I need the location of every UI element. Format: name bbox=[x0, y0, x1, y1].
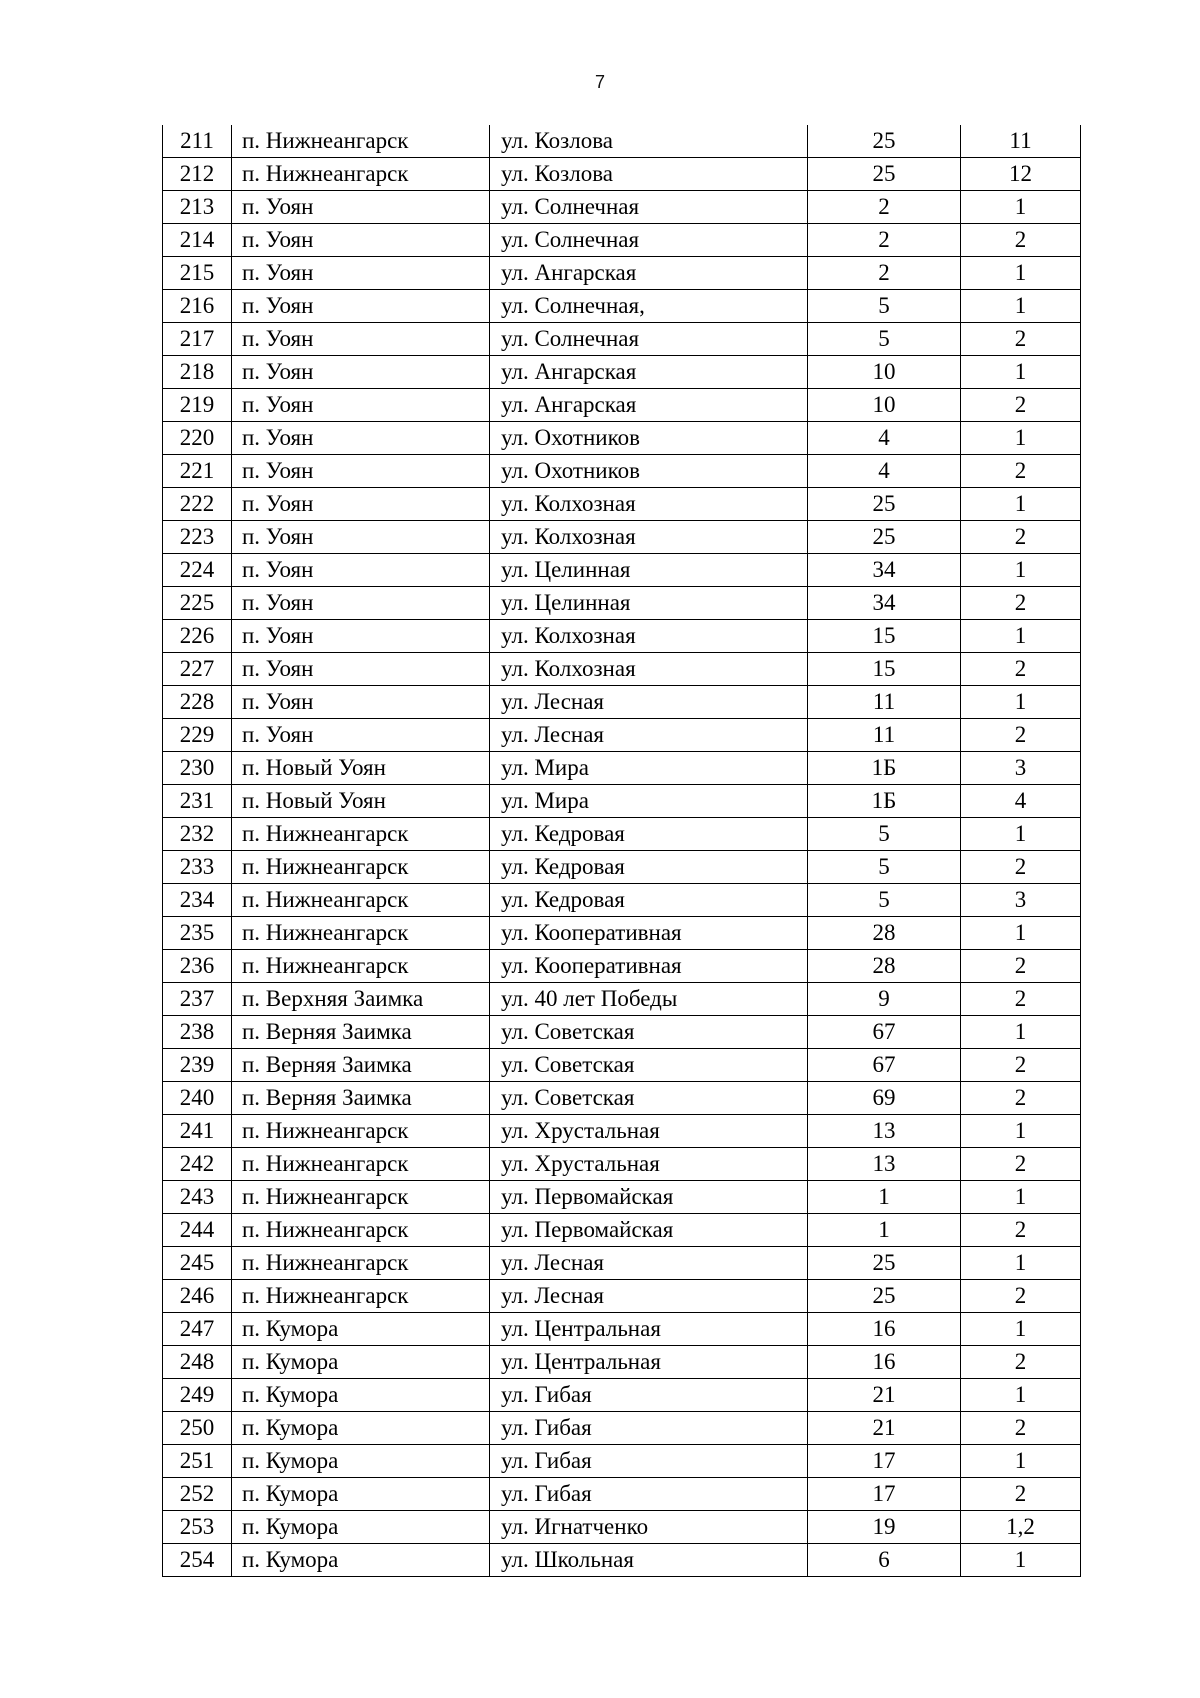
apartment-number-cell: 2 bbox=[961, 851, 1081, 884]
house-number-cell: 34 bbox=[808, 554, 961, 587]
table-row bbox=[163, 1049, 1081, 1082]
row-number-cell: 231 bbox=[163, 785, 232, 818]
street-cell: ул. Мира bbox=[490, 785, 808, 818]
apartment-number-cell: 2 bbox=[961, 1214, 1081, 1247]
street-cell: ул. Охотников bbox=[490, 455, 808, 488]
table-row bbox=[163, 488, 1081, 521]
row-number-cell: 250 bbox=[163, 1412, 232, 1445]
settlement-cell: п. Верняя Заимка bbox=[232, 1049, 490, 1082]
apartment-number-cell: 1 bbox=[961, 257, 1081, 290]
table-row bbox=[163, 1544, 1081, 1577]
row-number-cell: 222 bbox=[163, 488, 232, 521]
apartment-number-cell: 12 bbox=[961, 158, 1081, 191]
apartment-number-cell: 1 bbox=[961, 488, 1081, 521]
street-cell: ул. Школьная bbox=[490, 1544, 808, 1577]
apartment-number-cell: 3 bbox=[961, 884, 1081, 917]
table-row bbox=[163, 1280, 1081, 1313]
house-number-cell: 25 bbox=[808, 521, 961, 554]
table-row bbox=[163, 521, 1081, 554]
street-cell: ул. Козлова bbox=[490, 125, 808, 158]
house-number-cell: 2 bbox=[808, 257, 961, 290]
row-number-cell: 246 bbox=[163, 1280, 232, 1313]
row-number-cell: 251 bbox=[163, 1445, 232, 1478]
table-row bbox=[163, 1511, 1081, 1544]
street-cell: ул. Колхозная bbox=[490, 521, 808, 554]
row-number-cell: 212 bbox=[163, 158, 232, 191]
row-number-cell: 219 bbox=[163, 389, 232, 422]
table-row bbox=[163, 1016, 1081, 1049]
table-row bbox=[163, 851, 1081, 884]
settlement-cell: п. Нижнеангарск bbox=[232, 851, 490, 884]
settlement-cell: п. Уоян bbox=[232, 191, 490, 224]
house-number-cell: 4 bbox=[808, 455, 961, 488]
row-number-cell: 220 bbox=[163, 422, 232, 455]
table-row bbox=[163, 224, 1081, 257]
settlement-cell: п. Уоян bbox=[232, 554, 490, 587]
table-row bbox=[163, 158, 1081, 191]
street-cell: ул. Кедровая bbox=[490, 851, 808, 884]
apartment-number-cell: 1 bbox=[961, 686, 1081, 719]
apartment-number-cell: 2 bbox=[961, 1049, 1081, 1082]
settlement-cell: п. Новый Уоян bbox=[232, 785, 490, 818]
house-number-cell: 25 bbox=[808, 1280, 961, 1313]
row-number-cell: 254 bbox=[163, 1544, 232, 1577]
settlement-cell: п. Нижнеангарск bbox=[232, 1148, 490, 1181]
house-number-cell: 13 bbox=[808, 1148, 961, 1181]
row-number-cell: 253 bbox=[163, 1511, 232, 1544]
house-number-cell: 21 bbox=[808, 1412, 961, 1445]
street-cell: ул. Кооперативная bbox=[490, 917, 808, 950]
row-number-cell: 242 bbox=[163, 1148, 232, 1181]
row-number-cell: 248 bbox=[163, 1346, 232, 1379]
row-number-cell: 214 bbox=[163, 224, 232, 257]
table-row bbox=[163, 785, 1081, 818]
table-row bbox=[163, 422, 1081, 455]
settlement-cell: п. Нижнеангарск bbox=[232, 950, 490, 983]
house-number-cell: 2 bbox=[808, 191, 961, 224]
apartment-number-cell: 2 bbox=[961, 587, 1081, 620]
street-cell: ул. Хрустальная bbox=[490, 1148, 808, 1181]
apartment-number-cell: 3 bbox=[961, 752, 1081, 785]
table-row bbox=[163, 1412, 1081, 1445]
settlement-cell: п. Кумора bbox=[232, 1478, 490, 1511]
apartment-number-cell: 2 bbox=[961, 653, 1081, 686]
street-cell: ул. Лесная bbox=[490, 719, 808, 752]
apartment-number-cell: 1 bbox=[961, 1247, 1081, 1280]
table-row bbox=[163, 884, 1081, 917]
row-number-cell: 240 bbox=[163, 1082, 232, 1115]
table-row bbox=[163, 950, 1081, 983]
settlement-cell: п. Уоян bbox=[232, 719, 490, 752]
table-row bbox=[163, 686, 1081, 719]
table-row bbox=[163, 917, 1081, 950]
settlement-cell: п. Кумора bbox=[232, 1379, 490, 1412]
house-number-cell: 16 bbox=[808, 1313, 961, 1346]
table-row bbox=[163, 191, 1081, 224]
house-number-cell: 25 bbox=[808, 1247, 961, 1280]
settlement-cell: п. Уоян bbox=[232, 389, 490, 422]
settlement-cell: п. Верняя Заимка bbox=[232, 1016, 490, 1049]
settlement-cell: п. Кумора bbox=[232, 1313, 490, 1346]
table-row bbox=[163, 1313, 1081, 1346]
settlement-cell: п. Кумора bbox=[232, 1346, 490, 1379]
settlement-cell: п. Уоян bbox=[232, 224, 490, 257]
table-row bbox=[163, 1445, 1081, 1478]
table-row bbox=[163, 290, 1081, 323]
apartment-number-cell: 1 bbox=[961, 917, 1081, 950]
street-cell: ул. Лесная bbox=[490, 1280, 808, 1313]
apartment-number-cell: 1 bbox=[961, 1379, 1081, 1412]
street-cell: ул. Советская bbox=[490, 1082, 808, 1115]
row-number-cell: 252 bbox=[163, 1478, 232, 1511]
row-number-cell: 216 bbox=[163, 290, 232, 323]
row-number-cell: 249 bbox=[163, 1379, 232, 1412]
settlement-cell: п. Нижнеангарск bbox=[232, 1214, 490, 1247]
street-cell: ул. Советская bbox=[490, 1016, 808, 1049]
table-row bbox=[163, 587, 1081, 620]
street-cell: ул. Солнечная bbox=[490, 191, 808, 224]
table-row bbox=[163, 1247, 1081, 1280]
row-number-cell: 234 bbox=[163, 884, 232, 917]
house-number-cell: 69 bbox=[808, 1082, 961, 1115]
row-number-cell: 215 bbox=[163, 257, 232, 290]
street-cell: ул. Ангарская bbox=[490, 356, 808, 389]
row-number-cell: 237 bbox=[163, 983, 232, 1016]
row-number-cell: 244 bbox=[163, 1214, 232, 1247]
settlement-cell: п. Нижнеангарск bbox=[232, 1181, 490, 1214]
street-cell: ул. Козлова bbox=[490, 158, 808, 191]
street-cell: ул. Кооперативная bbox=[490, 950, 808, 983]
settlement-cell: п. Уоян bbox=[232, 686, 490, 719]
row-number-cell: 245 bbox=[163, 1247, 232, 1280]
row-number-cell: 213 bbox=[163, 191, 232, 224]
apartment-number-cell: 1 bbox=[961, 356, 1081, 389]
apartment-number-cell: 1 bbox=[961, 1313, 1081, 1346]
street-cell: ул. Первомайская bbox=[490, 1181, 808, 1214]
street-cell: ул. Гибая bbox=[490, 1379, 808, 1412]
settlement-cell: п. Кумора bbox=[232, 1412, 490, 1445]
row-number-cell: 223 bbox=[163, 521, 232, 554]
apartment-number-cell: 2 bbox=[961, 323, 1081, 356]
settlement-cell: п. Верняя Заимка bbox=[232, 1082, 490, 1115]
street-cell: ул. Кедровая bbox=[490, 818, 808, 851]
settlement-cell: п. Уоян bbox=[232, 455, 490, 488]
row-number-cell: 239 bbox=[163, 1049, 232, 1082]
house-number-cell: 1 bbox=[808, 1181, 961, 1214]
house-number-cell: 15 bbox=[808, 620, 961, 653]
street-cell: ул. Солнечная bbox=[490, 323, 808, 356]
table-row bbox=[163, 1478, 1081, 1511]
house-number-cell: 6 bbox=[808, 1544, 961, 1577]
row-number-cell: 224 bbox=[163, 554, 232, 587]
apartment-number-cell: 11 bbox=[961, 125, 1081, 158]
house-number-cell: 11 bbox=[808, 719, 961, 752]
table-row bbox=[163, 1148, 1081, 1181]
row-number-cell: 227 bbox=[163, 653, 232, 686]
settlement-cell: п. Уоян bbox=[232, 257, 490, 290]
apartment-number-cell: 1 bbox=[961, 1181, 1081, 1214]
apartment-number-cell: 1 bbox=[961, 1445, 1081, 1478]
table-row bbox=[163, 752, 1081, 785]
table-row bbox=[163, 1115, 1081, 1148]
row-number-cell: 228 bbox=[163, 686, 232, 719]
table-row bbox=[163, 455, 1081, 488]
page-number: 7 bbox=[594, 72, 605, 92]
table-row bbox=[163, 620, 1081, 653]
apartment-number-cell: 1 bbox=[961, 191, 1081, 224]
apartment-number-cell: 1 bbox=[961, 1115, 1081, 1148]
settlement-cell: п. Нижнеангарск bbox=[232, 818, 490, 851]
house-number-cell: 67 bbox=[808, 1016, 961, 1049]
settlement-cell: п. Уоян bbox=[232, 356, 490, 389]
settlement-cell: п. Нижнеангарск bbox=[232, 884, 490, 917]
street-cell: ул. Колхозная bbox=[490, 488, 808, 521]
table-row bbox=[163, 719, 1081, 752]
apartment-number-cell: 1 bbox=[961, 422, 1081, 455]
row-number-cell: 221 bbox=[163, 455, 232, 488]
house-number-cell: 5 bbox=[808, 818, 961, 851]
settlement-cell: п. Уоян bbox=[232, 521, 490, 554]
street-cell: ул. Лесная bbox=[490, 686, 808, 719]
apartment-number-cell: 1 bbox=[961, 620, 1081, 653]
apartment-number-cell: 2 bbox=[961, 389, 1081, 422]
house-number-cell: 21 bbox=[808, 1379, 961, 1412]
street-cell: ул. Хрустальная bbox=[490, 1115, 808, 1148]
row-number-cell: 236 bbox=[163, 950, 232, 983]
table-row bbox=[163, 1082, 1081, 1115]
house-number-cell: 1 bbox=[808, 1214, 961, 1247]
apartment-number-cell: 1 bbox=[961, 554, 1081, 587]
table-row bbox=[163, 389, 1081, 422]
table-row bbox=[163, 1346, 1081, 1379]
apartment-number-cell: 2 bbox=[961, 1412, 1081, 1445]
house-number-cell: 5 bbox=[808, 884, 961, 917]
apartment-number-cell: 1 bbox=[961, 290, 1081, 323]
settlement-cell: п. Уоян bbox=[232, 323, 490, 356]
house-number-cell: 9 bbox=[808, 983, 961, 1016]
apartment-number-cell: 2 bbox=[961, 1148, 1081, 1181]
address-table-body bbox=[163, 125, 1081, 1577]
table-row bbox=[163, 653, 1081, 686]
house-number-cell: 4 bbox=[808, 422, 961, 455]
street-cell: ул. Лесная bbox=[490, 1247, 808, 1280]
settlement-cell: п. Нижнеангарск bbox=[232, 917, 490, 950]
settlement-cell: п. Кумора bbox=[232, 1511, 490, 1544]
house-number-cell: 11 bbox=[808, 686, 961, 719]
table-row bbox=[163, 257, 1081, 290]
apartment-number-cell: 4 bbox=[961, 785, 1081, 818]
house-number-cell: 19 bbox=[808, 1511, 961, 1544]
street-cell: ул. Гибая bbox=[490, 1478, 808, 1511]
house-number-cell: 2 bbox=[808, 224, 961, 257]
house-number-cell: 67 bbox=[808, 1049, 961, 1082]
house-number-cell: 25 bbox=[808, 125, 961, 158]
street-cell: ул. Колхозная bbox=[490, 620, 808, 653]
street-cell: ул. Гибая bbox=[490, 1412, 808, 1445]
apartment-number-cell: 2 bbox=[961, 1478, 1081, 1511]
house-number-cell: 1Б bbox=[808, 752, 961, 785]
row-number-cell: 235 bbox=[163, 917, 232, 950]
house-number-cell: 5 bbox=[808, 290, 961, 323]
settlement-cell: п. Уоян bbox=[232, 422, 490, 455]
house-number-cell: 28 bbox=[808, 917, 961, 950]
row-number-cell: 233 bbox=[163, 851, 232, 884]
apartment-number-cell: 2 bbox=[961, 521, 1081, 554]
house-number-cell: 28 bbox=[808, 950, 961, 983]
row-number-cell: 229 bbox=[163, 719, 232, 752]
settlement-cell: п. Нижнеангарск bbox=[232, 1247, 490, 1280]
house-number-cell: 34 bbox=[808, 587, 961, 620]
apartment-number-cell: 2 bbox=[961, 983, 1081, 1016]
street-cell: ул. Солнечная, bbox=[490, 290, 808, 323]
street-cell: ул. Советская bbox=[490, 1049, 808, 1082]
settlement-cell: п. Нижнеангарск bbox=[232, 158, 490, 191]
settlement-cell: п. Новый Уоян bbox=[232, 752, 490, 785]
house-number-cell: 17 bbox=[808, 1445, 961, 1478]
apartment-number-cell: 1 bbox=[961, 818, 1081, 851]
street-cell: ул. Центральная bbox=[490, 1346, 808, 1379]
row-number-cell: 211 bbox=[163, 125, 232, 158]
apartment-number-cell: 2 bbox=[961, 1346, 1081, 1379]
table-row bbox=[163, 983, 1081, 1016]
apartment-number-cell: 1,2 bbox=[961, 1511, 1081, 1544]
house-number-cell: 16 bbox=[808, 1346, 961, 1379]
house-number-cell: 17 bbox=[808, 1478, 961, 1511]
apartment-number-cell: 2 bbox=[961, 719, 1081, 752]
settlement-cell: п. Уоян bbox=[232, 653, 490, 686]
row-number-cell: 241 bbox=[163, 1115, 232, 1148]
row-number-cell: 243 bbox=[163, 1181, 232, 1214]
settlement-cell: п. Уоян bbox=[232, 488, 490, 521]
street-cell: ул. Колхозная bbox=[490, 653, 808, 686]
house-number-cell: 10 bbox=[808, 389, 961, 422]
row-number-cell: 226 bbox=[163, 620, 232, 653]
house-number-cell: 5 bbox=[808, 323, 961, 356]
street-cell: ул. Кедровая bbox=[490, 884, 808, 917]
table-row bbox=[163, 1214, 1081, 1247]
row-number-cell: 232 bbox=[163, 818, 232, 851]
settlement-cell: п. Нижнеангарск bbox=[232, 125, 490, 158]
settlement-cell: п. Уоян bbox=[232, 587, 490, 620]
house-number-cell: 13 bbox=[808, 1115, 961, 1148]
row-number-cell: 218 bbox=[163, 356, 232, 389]
street-cell: ул. Охотников bbox=[490, 422, 808, 455]
house-number-cell: 1Б bbox=[808, 785, 961, 818]
row-number-cell: 247 bbox=[163, 1313, 232, 1346]
table-row bbox=[163, 818, 1081, 851]
apartment-number-cell: 1 bbox=[961, 1016, 1081, 1049]
settlement-cell: п. Нижнеангарск bbox=[232, 1115, 490, 1148]
street-cell: ул. Мира bbox=[490, 752, 808, 785]
apartment-number-cell: 2 bbox=[961, 1280, 1081, 1313]
row-number-cell: 217 bbox=[163, 323, 232, 356]
table-row bbox=[163, 1379, 1081, 1412]
street-cell: ул. Центральная bbox=[490, 1313, 808, 1346]
row-number-cell: 225 bbox=[163, 587, 232, 620]
table-row bbox=[163, 356, 1081, 389]
street-cell: ул. Ангарская bbox=[490, 389, 808, 422]
house-number-cell: 25 bbox=[808, 158, 961, 191]
street-cell: ул. Целинная bbox=[490, 554, 808, 587]
street-cell: ул. Солнечная bbox=[490, 224, 808, 257]
settlement-cell: п. Кумора bbox=[232, 1445, 490, 1478]
settlement-cell: п. Уоян bbox=[232, 620, 490, 653]
settlement-cell: п. Верхняя Заимка bbox=[232, 983, 490, 1016]
table-row bbox=[163, 125, 1081, 158]
settlement-cell: п. Нижнеангарск bbox=[232, 1280, 490, 1313]
house-number-cell: 15 bbox=[808, 653, 961, 686]
apartment-number-cell: 1 bbox=[961, 1544, 1081, 1577]
house-number-cell: 10 bbox=[808, 356, 961, 389]
table-row bbox=[163, 1181, 1081, 1214]
address-table bbox=[162, 125, 1081, 1577]
table-row bbox=[163, 554, 1081, 587]
street-cell: ул. Целинная bbox=[490, 587, 808, 620]
house-number-cell: 25 bbox=[808, 488, 961, 521]
table-row bbox=[163, 323, 1081, 356]
apartment-number-cell: 2 bbox=[961, 224, 1081, 257]
row-number-cell: 230 bbox=[163, 752, 232, 785]
street-cell: ул. Первомайская bbox=[490, 1214, 808, 1247]
row-number-cell: 238 bbox=[163, 1016, 232, 1049]
apartment-number-cell: 2 bbox=[961, 950, 1081, 983]
house-number-cell: 5 bbox=[808, 851, 961, 884]
street-cell: ул. Ангарская bbox=[490, 257, 808, 290]
settlement-cell: п. Уоян bbox=[232, 290, 490, 323]
settlement-cell: п. Кумора bbox=[232, 1544, 490, 1577]
street-cell: ул. Игнатченко bbox=[490, 1511, 808, 1544]
apartment-number-cell: 2 bbox=[961, 455, 1081, 488]
street-cell: ул. 40 лет Победы bbox=[490, 983, 808, 1016]
apartment-number-cell: 2 bbox=[961, 1082, 1081, 1115]
street-cell: ул. Гибая bbox=[490, 1445, 808, 1478]
